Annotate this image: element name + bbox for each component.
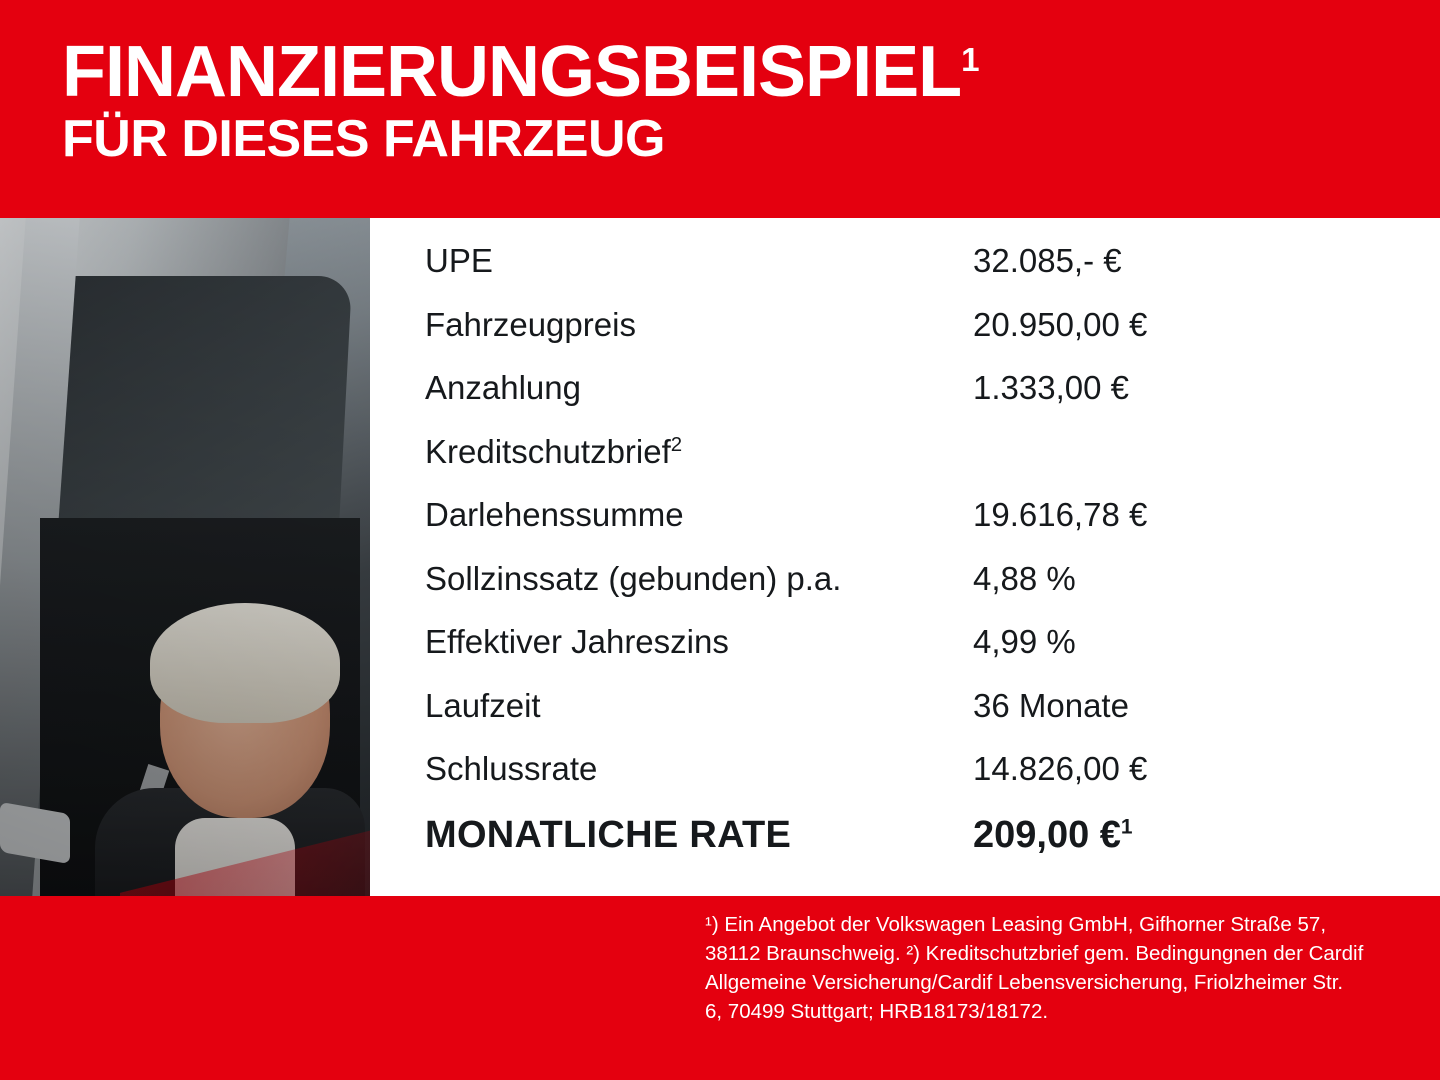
row-label: Anzahlung: [425, 369, 581, 407]
row-label: [425, 433, 973, 471]
row-value: 20.950,00 €: [973, 305, 1148, 343]
monthly-rate-footnote-marker: 1: [1120, 814, 1133, 838]
row-value: 32.085,- €: [973, 242, 1122, 279]
financing-table: [370, 218, 1440, 896]
row-label: Sollzinssatz (gebunden) p.a.: [425, 559, 842, 597]
table-row: [425, 750, 1385, 814]
photo-shading-overlay: [0, 218, 370, 896]
row-value: 4,99 %: [973, 623, 1076, 661]
vehicle-photo: [0, 218, 370, 896]
row-value: 1.333,00 €: [973, 369, 1129, 407]
row-label: UPE: [425, 242, 493, 279]
row-footnote-marker: 2: [670, 432, 683, 456]
row-label-text: Kreditschutzbrief: [425, 432, 671, 470]
row-label: Effektiver Jahreszins: [425, 623, 729, 661]
table-row: [425, 496, 1385, 560]
row-value: 4,88 %: [973, 559, 1076, 597]
table-row: [425, 560, 1385, 624]
poster-body: [0, 218, 1440, 896]
table-row: [425, 369, 1385, 433]
row-label: Schlussrate: [425, 750, 598, 788]
table-row: [425, 242, 1385, 306]
footnote-text: ¹) Ein Angebot der Volkswagen Leasing GmbH, Gifhorner Straße 57, 38112 Braunschweig. ²) Kreditschutzbrief gem. Bedingungnen der Cardif Allgemeine Versicherung/Cardif Lebensversicherung, Friolzheimer Str. 6, 70499 Stuttgart; HRB18173/18172.: [705, 913, 1364, 1024]
table-row-monthly-rate: [425, 814, 1385, 882]
page-subtitle: FÜR DIESES FAHRZEUG: [62, 110, 665, 169]
table-row: [425, 433, 1385, 497]
table-row: [425, 306, 1385, 370]
row-label: Fahrzeugpreis: [425, 305, 636, 343]
row-value: 19.616,78 €: [973, 496, 1148, 534]
page-title-footnote-marker: 1: [961, 42, 979, 79]
monthly-rate-value: [973, 814, 1133, 857]
row-value: 36 Monate: [973, 686, 1129, 724]
page-title: [62, 32, 1440, 112]
row-label: Laufzeit: [425, 686, 541, 724]
monthly-rate-label: MONATLICHE RATE: [425, 813, 792, 856]
page-title-text: FINANZIERUNGSBEISPIEL: [62, 32, 962, 112]
poster-header: [0, 0, 1440, 169]
table-row: [425, 623, 1385, 687]
row-label: Darlehenssumme: [425, 496, 684, 534]
row-value: 14.826,00 €: [973, 750, 1148, 788]
monthly-rate-amount: 209,00 €: [973, 813, 1121, 856]
table-row: [425, 687, 1385, 751]
